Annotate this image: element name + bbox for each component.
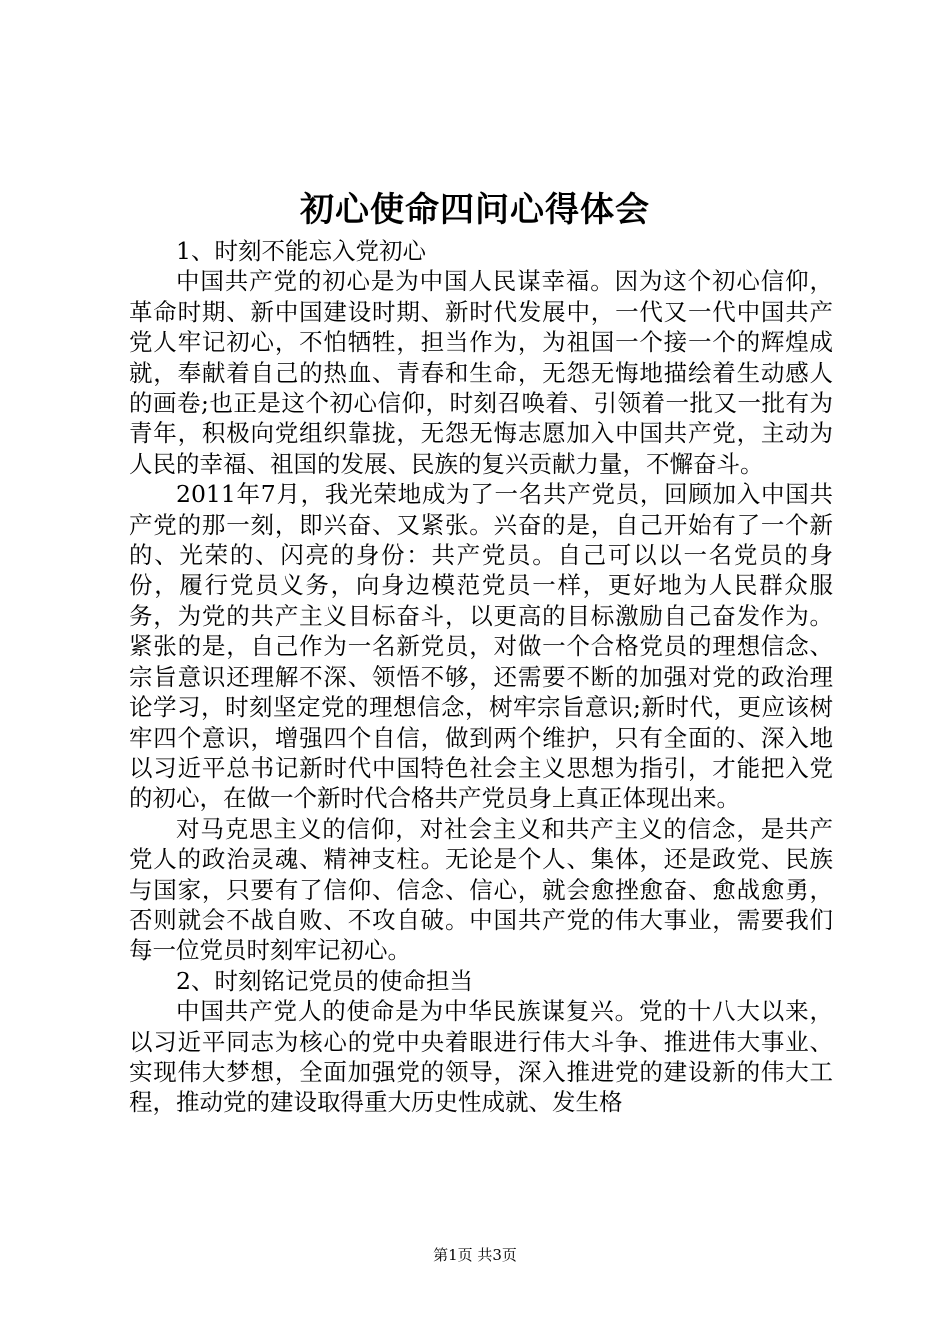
page-footer: 第1页 共3页 — [433, 1246, 517, 1264]
document-title: 初心使命四问心得体会 — [300, 190, 650, 230]
section-heading: 2、时刻铭记党员的使命担当 — [176, 966, 473, 995]
paragraph: 中国共产党的初心是为中国人民谋幸福。因为这个初心信仰，革命时期、新中国建设时期、新时代发展中，一代又一代中国共产党人牢记初心，不怕牺牲，担当作为，为祖国一个接一个的辉煌成就，奉献着自己的热血、青春和生命，无怨无悔地描绘着生动感人的画卷;也正是这个初心信仰，时刻召唤着、引领着一批又一批有为青年，积极向党组织靠拢，无怨无悔志愿加入中国共产党，主动为人民的幸福、祖国的发展、民族的复兴贡献力量，不懈奋斗。 — [129, 267, 833, 478]
document-body — [129, 236, 833, 1118]
section-heading: 1、时刻不能忘入党初心 — [176, 237, 426, 265]
paragraph: 中国共产党人的使命是为中华民族谋复兴。党的十八大以来，以习近平同志为核心的党中央着眼进行伟大斗争、推进伟大事业、实现伟大梦想，全面加强党的领导，深入推进党的建设新的伟大工程，推动党的建设取得重大历史性成就、发生格 — [129, 997, 833, 1117]
paragraph: 2011年7月，我光荣地成为了一名共产党员，回顾加入中国共产党的那一刻，即兴奋、又紧张。兴奋的是，自己开始有了一个新的、光荣的、闪亮的身份：共产党员。自己可以以一名党员的身份，履行党员义务，向身边模范党员一样，更好地为人民群众服务，为党的共产主义目标奋斗，以更高的目标激励自己奋发作为。紧张的是，自己作为一名新党员，对做一个合格党员的理想信念、宗旨意识还理解不深、领悟不够，还需要不断的加强对党的政治理论学习，时刻坚定党的理想信念，树牢宗旨意识;新时代，更应该树牢四个意识，增强四个自信，做到两个维护，只有全面的、深入地以习近平总书记新时代中国特色社会主义思想为指引，才能把入党的初心，在做一个新时代合格共产党员身上真正体现出来。 — [129, 480, 833, 813]
paragraph: 对马克思主义的信仰，对社会主义和共产主义的信念，是共产党人的政治灵魂、精神支柱。无论是个人、集体，还是政党、民族与国家，只要有了信仰、信念、信心，就会愈挫愈奋、愈战愈勇，否则就会不战自败、不攻自破。中国共产党的伟大事业，需要我们每一位党员时刻牢记初心。 — [129, 814, 833, 965]
